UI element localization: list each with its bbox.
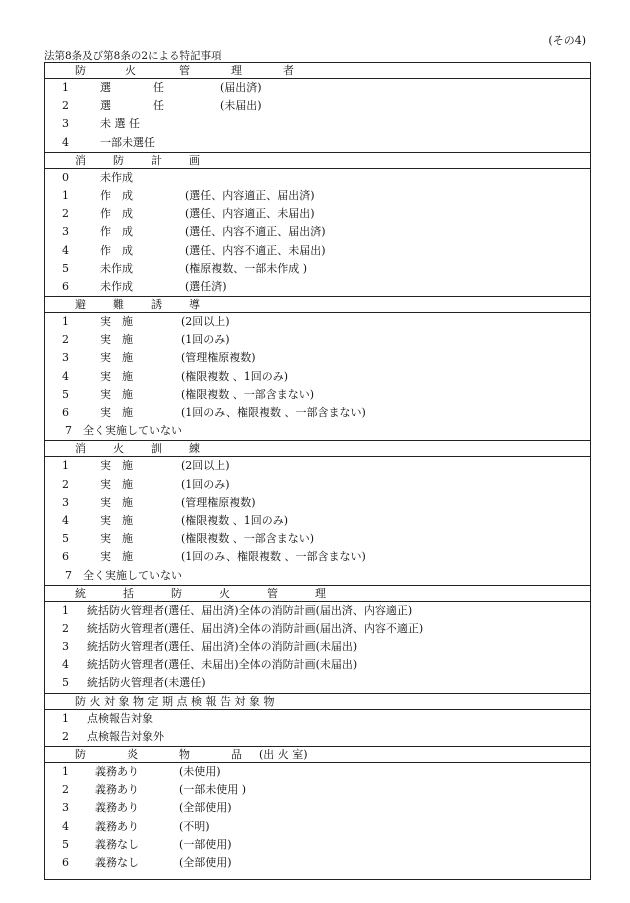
section-heading xyxy=(45,152,590,169)
list-item: 2 統括防火管理者(選任、届出済)全体の消防計画(届出済、内容不適正) xyxy=(62,621,424,635)
list-item: 4 実 施 (権限複数 、1回のみ) xyxy=(62,513,289,527)
list-item: 2 作 成 (選任、内容適正、未届出) xyxy=(62,207,315,221)
section-evacuation-guidance xyxy=(45,296,590,440)
heading-char: 導 xyxy=(189,298,200,312)
section-heading xyxy=(45,693,590,710)
list-item: 2 実 施 (1回のみ) xyxy=(62,477,230,491)
heading-char: 品 xyxy=(231,748,242,761)
list-item: 6 実 施 (1回のみ、権限複数 、一部含まない) xyxy=(62,550,366,564)
heading-char: 練 xyxy=(189,442,200,456)
list-item: 5 未作成 (権原複数、一部未作成 ) xyxy=(62,261,308,275)
list-item: 3 義務あり (全部使用) xyxy=(62,801,232,815)
list-item: 4 義務あり (不明) xyxy=(62,819,210,833)
list-item: 1 選 任 (届出済) xyxy=(62,81,262,94)
list-item: 2 義務あり (一部未使用 ) xyxy=(62,783,247,797)
section-heading xyxy=(45,746,590,763)
list-item: 6 未作成 (選任済) xyxy=(62,279,227,293)
page-number: (その4) xyxy=(548,34,586,47)
heading-char: 防 xyxy=(113,153,124,167)
list-item: 5 義務なし (一部使用) xyxy=(62,837,232,851)
heading-char: 消 xyxy=(75,442,86,456)
heading-char: 炎 xyxy=(127,748,138,761)
heading-char: 訓 xyxy=(151,442,162,456)
list-item: 1 点検報告対象 xyxy=(62,711,153,725)
list-item: 3 統括防火管理者(選任、届出済)全体の消防計画(未届出) xyxy=(62,640,358,654)
list-item: 7 全く実施していない xyxy=(65,424,182,438)
document-title: 法第8条及び第8条の2による特記事項 xyxy=(44,50,222,62)
list-item: 3 実 施 (管理権原複数) xyxy=(62,495,256,509)
section-heading xyxy=(45,296,590,313)
heading-char: 理 xyxy=(315,586,326,600)
heading-char: 防 xyxy=(75,748,86,761)
heading-char: 画 xyxy=(189,153,200,167)
list-item: 2 実 施 (1回のみ) xyxy=(62,333,230,347)
heading-char: 消 xyxy=(75,153,86,167)
section-fire-prevention-manager xyxy=(45,63,590,152)
list-item: 1 義務あり (未使用) xyxy=(62,765,221,778)
list-item: 4 作 成 (選任、内容不適正、未届出) xyxy=(62,243,326,257)
heading-char: 防 xyxy=(171,586,182,600)
heading-char: 防 xyxy=(75,64,86,77)
heading-char: 火 xyxy=(125,64,136,77)
section-heading xyxy=(45,63,590,79)
list-item: 5 実 施 (権限複数 、一部含まない) xyxy=(62,532,315,546)
section-heading xyxy=(45,440,590,457)
section-periodic-inspection xyxy=(45,693,590,746)
list-item: 3 作 成 (選任、内容不適正、届出済) xyxy=(62,225,326,239)
heading-char: 物 xyxy=(179,748,190,761)
heading-char: 者 xyxy=(283,64,294,77)
heading-char: 火 xyxy=(219,586,230,600)
heading-char: 統 xyxy=(75,586,86,600)
section-fire-plan xyxy=(45,152,590,296)
list-item: 2 選 任 (未届出) xyxy=(62,99,262,113)
list-item: 3 未 選 任 xyxy=(62,117,140,131)
section-fire-drill xyxy=(45,440,590,584)
list-item: 4 実 施 (権限複数 、1回のみ) xyxy=(62,369,289,383)
heading-char: 理 xyxy=(231,64,242,77)
heading-text: 防 火 対 象 物 定 期 点 検 報 告 対 象 物 xyxy=(75,694,275,708)
list-item: 6 実 施 (1回のみ、権限複数 、一部含まない) xyxy=(62,406,366,419)
list-item: 5 統括防火管理者(未選任) xyxy=(62,676,206,690)
list-item: 6 義務なし (全部使用) xyxy=(62,855,232,869)
list-item: 7 全く実施していない xyxy=(65,568,182,582)
heading-char: 括 xyxy=(123,586,134,600)
heading-char: 管 xyxy=(179,64,190,77)
heading-char: 計 xyxy=(151,153,162,167)
list-item: 0 未作成 xyxy=(62,170,133,184)
list-item: 5 実 施 (権限複数 、一部含まない) xyxy=(62,387,315,401)
heading-char: 火 xyxy=(113,442,124,456)
heading-char: (出 火 室) xyxy=(259,748,308,761)
list-item: 4 統括防火管理者(選任、未届出)全体の消防計画(未届出) xyxy=(62,658,358,672)
section-general-fire-management xyxy=(45,585,590,693)
list-item: 1 作 成 (選任、内容適正、届出済) xyxy=(62,188,315,202)
list-item: 4 一部未選任 xyxy=(62,135,155,149)
list-item: 2 点検報告対象外 xyxy=(62,729,164,743)
section-flame-retardant-items xyxy=(45,746,590,872)
special-notes-table xyxy=(44,62,591,880)
list-item: 1 統括防火管理者(選任、届出済)全体の消防計画(届出済、内容適正) xyxy=(62,603,413,617)
list-item: 1 実 施 (2回以上) xyxy=(62,459,230,473)
list-item: 3 実 施 (管理権原複数) xyxy=(62,351,256,365)
heading-char: 誘 xyxy=(151,298,162,312)
list-item: 1 実 施 (2回以上) xyxy=(62,315,230,329)
heading-char: 難 xyxy=(113,298,124,312)
heading-char: 避 xyxy=(75,298,86,312)
section-heading xyxy=(45,585,590,602)
heading-char: 管 xyxy=(267,586,278,600)
